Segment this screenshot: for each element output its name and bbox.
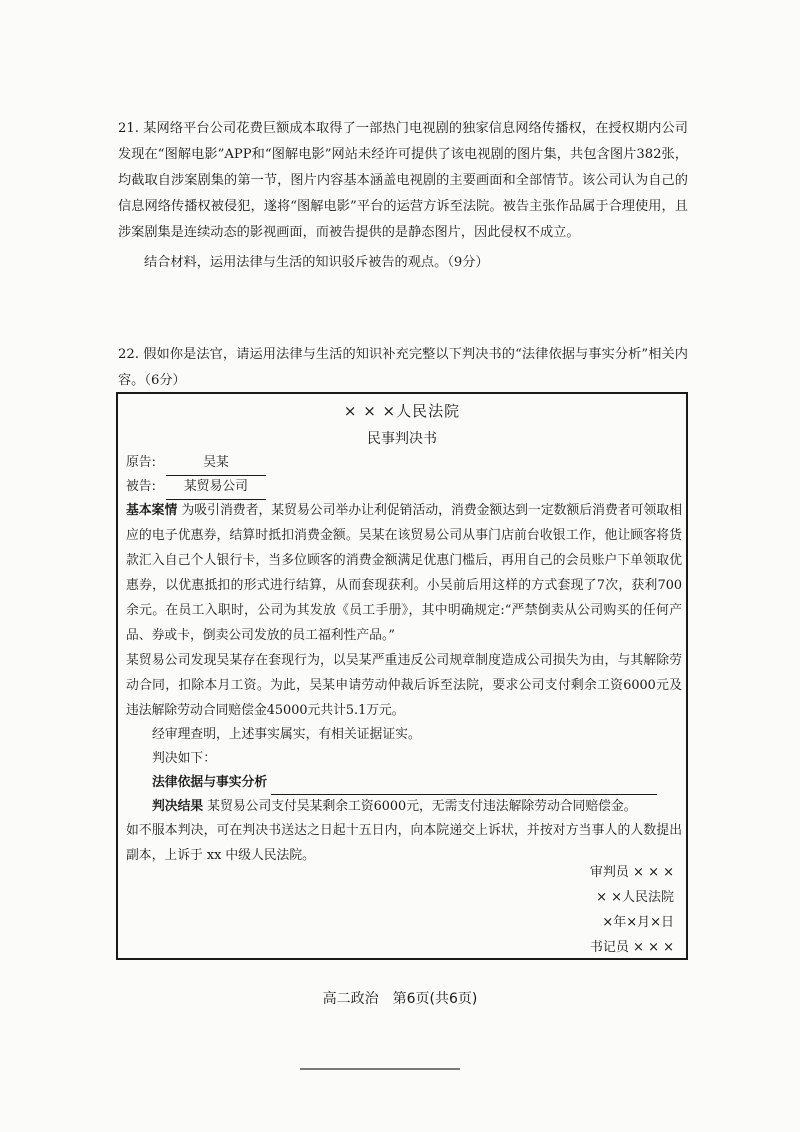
result-label: 判决结果 [152,799,204,814]
ruling-intro: 判决如下： [152,751,216,766]
plaintiff-line [126,450,682,476]
appeal-notice: 如不服本判决，可在判决书送达之日起十五日内，向本院递交上诉状，并按对方当事人的人数提出副本，上诉于 xx 中级人民法院。 [126,823,682,863]
defendant-line [126,474,682,500]
clerk-signature: 书记员 × × × [589,940,674,955]
case-facts-continued: 某贸易公司发现吴某存在套现行为，以吴某严重违反公司规章制度造成公司损失为由，与其解除劳动合同，扣除本月工资。为此，吴某申请劳动仲裁后诉至法院，要求公司支付剩余工资6000元及违法解除劳动合同赔偿金45000元共计5.1万元。 [126,653,682,718]
analysis-line [126,770,682,795]
court-signature: × ×人民法院 [596,890,674,905]
page-footer: 高二政治 第6页(共6页) [322,991,478,1007]
question-22-text: 22. 假如你是法官，请运用法律与生活的知识补充完整以下判决书的“法律依据与事实分析”相关内容。（6分） [118,347,688,388]
analysis-label: 法律依据与事实分析 [152,775,268,790]
case-facts [126,498,682,648]
question-21-text: 21. 某网络平台公司花费巨额成本取得了一部热门电视剧的独家信息网络传播权，在授权期内公司发现在“图解电影”APP和“图解电影”网站未经许可提供了该电视剧的图片集，共包含图片382张，均截取自涉案剧集的第一节，图片内容基本涵盖电视剧的主要画面和全部情节。该公司认为自己的信息网络传播权被侵犯，遂将“图解电影”平台的运营方诉至法院。被告主张作品属于合理使用，且涉案剧集是连续动态的影视画面，而被告提供的是静态图片，因此侵权不成立。 [118,121,688,240]
scan-mark [300,1068,460,1070]
verified-statement: 经审理查明，上述事实属实，有相关证据证实。 [152,727,421,742]
analysis-blank [271,778,657,795]
ruling-result [126,794,682,819]
facts-label: 基本案情 [126,503,178,518]
plaintiff-label: 原告: [126,455,156,470]
defendant-label: 被告: [126,479,156,494]
court-title: × × ×人民法院 [343,402,461,420]
judgment-date: ×年×月×日 [602,915,674,930]
plaintiff-name: 吴某 [166,450,266,476]
defendant-name: 某贸易公司 [166,474,266,500]
judgment-document [116,392,688,960]
question-21-task: 结合材料，运用法律与生活的知识驳斥被告的观点。（9分） [144,255,489,270]
judge-signature: 审判员 × × × [589,865,674,880]
document-type: 民事判决书 [367,431,437,447]
result-text: 某贸易公司支付吴某剩余工资6000元，无需支付违法解除劳动合同赔偿金。 [207,799,637,814]
facts-text: 为吸引消费者，某贸易公司举办让利促销活动，消费金额达到一定数额后消费者可领取相应的电子优惠券，结算时抵扣消费金额。吴某在该贸易公司从事门店前台收银工作，他让顾客将货款汇入自己个人银行卡，当多位顾客的消费金额满足优惠门槛后，再用自己的会员账户下单领取优惠券，以优惠抵扣的形式进行结算，从而套现获利。小吴前后用这样的方式套现了7次，获利700余元。在员工入职时，公司为其发放《员工手册》，其中明确规定:“严禁倒卖从公司购买的任何产品、券或卡，倒卖公司发放的员工福利性产品。” [126,503,682,643]
